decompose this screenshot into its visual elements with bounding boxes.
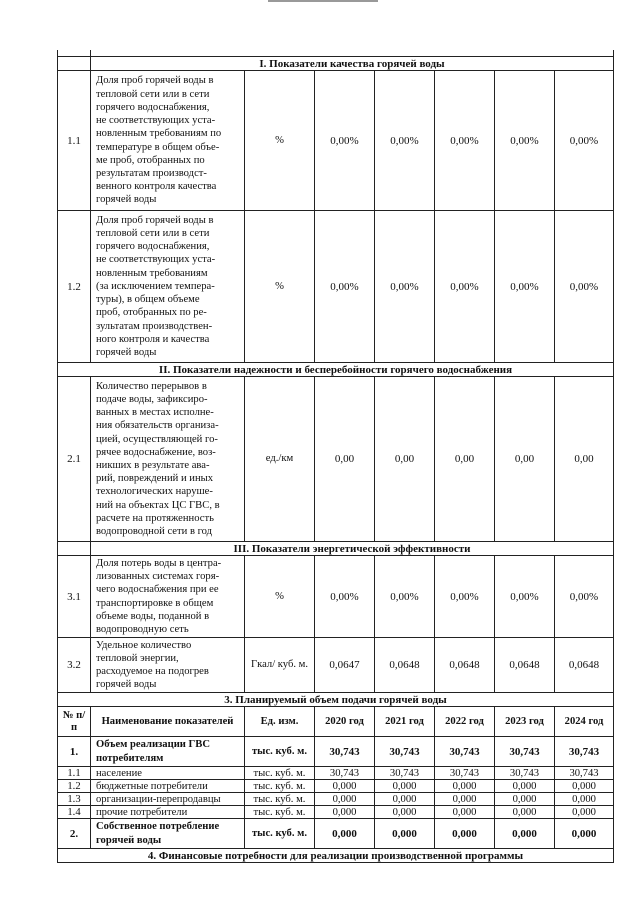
section-title-finance: 4. Финансовые потребности для реализации производственной программы <box>58 849 614 863</box>
value-cell: 0,00% <box>495 556 555 638</box>
row-name: Объем реализации ГВС потребителям <box>91 737 245 767</box>
value-cell: 30,743 <box>315 737 375 767</box>
unit-cell: тыс. куб. м. <box>245 793 315 806</box>
value-cell: 0,00% <box>555 211 614 363</box>
section-title-quality: I. Показатели качества горячей воды <box>91 57 614 71</box>
value-cell: 0,00% <box>435 71 495 211</box>
col-header-num: № п/п <box>58 707 91 737</box>
row-number: 1.2 <box>58 780 91 793</box>
volume-row <box>58 793 614 806</box>
col-header-unit: Ед. изм. <box>245 707 315 737</box>
col-header-year: 2024 год <box>555 707 614 737</box>
col-header-year: 2022 год <box>435 707 495 737</box>
indicator-description: Количество перерывов в подаче воды, зафиксиро- ванных в местах исполне- ния обязательств организа- цией, осуществляющей го- рячее водоснабжение, воз- никших в результате ава- рий, повреждений и иных технологических наруше- ний на объектах ЦС ГВС, в расчете на протяженность водопроводной сети в год <box>91 377 245 542</box>
volume-row <box>58 780 614 793</box>
volume-row <box>58 737 614 767</box>
unit-cell: тыс. куб. м. <box>245 737 315 767</box>
value-cell: 0,000 <box>435 806 495 819</box>
section-row-finance <box>58 849 614 863</box>
value-cell: 30,743 <box>555 737 614 767</box>
volume-row <box>58 806 614 819</box>
row-number: 1.1 <box>58 71 91 211</box>
value-cell: 0,000 <box>555 819 614 849</box>
value-cell: 30,743 <box>435 767 495 780</box>
value-cell: 30,743 <box>315 767 375 780</box>
row-number: 3.2 <box>58 638 91 693</box>
value-cell: 0,00% <box>495 211 555 363</box>
value-cell: 0,0648 <box>375 638 435 693</box>
indicator-row <box>58 211 614 363</box>
unit-cell: % <box>245 71 315 211</box>
document-page <box>57 50 613 863</box>
indicator-description: Доля проб горячей воды в тепловой сети или в сети горячего водоснабжения, не соответствующих уста- новленным требованиям по температуре в общем объе- ме проб, отобранных по результатам производст- венного контроля качества горячей воды <box>91 71 245 211</box>
value-cell: 0,00% <box>435 211 495 363</box>
value-cell: 0,000 <box>315 780 375 793</box>
value-cell: 0,0648 <box>435 638 495 693</box>
col-header-year: 2023 год <box>495 707 555 737</box>
value-cell: 0,000 <box>315 793 375 806</box>
value-cell: 30,743 <box>495 767 555 780</box>
value-cell: 0,00% <box>495 71 555 211</box>
value-cell: 0,0648 <box>495 638 555 693</box>
value-cell: 0,000 <box>315 806 375 819</box>
indicator-row <box>58 638 614 693</box>
row-number: 1.2 <box>58 211 91 363</box>
value-cell: 0,000 <box>375 780 435 793</box>
col-header-year: 2020 год <box>315 707 375 737</box>
value-cell: 0,00 <box>555 377 614 542</box>
section-title-energy: III. Показатели энергетической эффективности <box>91 542 614 556</box>
value-cell: 0,00% <box>375 556 435 638</box>
value-cell: 30,743 <box>375 767 435 780</box>
value-cell: 0,000 <box>375 819 435 849</box>
section-title-reliability: II. Показатели надежности и бесперебойности горячего водоснабжения <box>58 363 614 377</box>
row-number: 1. <box>58 737 91 767</box>
value-cell: 0,000 <box>375 806 435 819</box>
row-name: население <box>91 767 245 780</box>
value-cell: 0,00% <box>375 211 435 363</box>
volume-row <box>58 819 614 849</box>
value-cell: 0,00% <box>315 211 375 363</box>
unit-cell: % <box>245 211 315 363</box>
row-name: бюджетные потребители <box>91 780 245 793</box>
value-cell: 0,000 <box>435 793 495 806</box>
volume-row <box>58 767 614 780</box>
value-cell: 0,00 <box>435 377 495 542</box>
value-cell: 0,00% <box>315 556 375 638</box>
value-cell: 0,000 <box>495 819 555 849</box>
value-cell: 0,000 <box>315 819 375 849</box>
row-name: прочие потребители <box>91 806 245 819</box>
unit-cell: тыс. куб. м. <box>245 767 315 780</box>
value-cell: 0,000 <box>495 793 555 806</box>
row-number: 1.3 <box>58 793 91 806</box>
page-header-mark <box>268 0 378 6</box>
section-row-quality <box>58 57 614 71</box>
value-cell: 0,000 <box>555 780 614 793</box>
section-row-reliability <box>58 363 614 377</box>
value-cell: 0,000 <box>435 780 495 793</box>
value-cell: 0,0648 <box>555 638 614 693</box>
col-header-year: 2021 год <box>375 707 435 737</box>
value-cell: 0,000 <box>375 793 435 806</box>
value-cell: 0,0647 <box>315 638 375 693</box>
unit-cell: тыс. куб. м. <box>245 819 315 849</box>
indicator-row <box>58 71 614 211</box>
volume-header-row <box>58 707 614 737</box>
row-name: организации-перепродавцы <box>91 793 245 806</box>
value-cell: 0,00% <box>435 556 495 638</box>
row-number: 1.1 <box>58 767 91 780</box>
section-title-volume: 3. Планируемый объем подачи горячей воды <box>58 693 614 707</box>
value-cell: 0,00 <box>495 377 555 542</box>
value-cell: 30,743 <box>555 767 614 780</box>
value-cell: 0,000 <box>495 780 555 793</box>
indicator-row <box>58 377 614 542</box>
value-cell: 0,000 <box>555 806 614 819</box>
row-number: 1.4 <box>58 806 91 819</box>
value-cell: 0,00% <box>315 71 375 211</box>
indicator-description: Доля потерь воды в центра- лизованных системах горя- чего водоснабжения при ее транспортировке в общем объеме воды, поданной в водопроводную сеть <box>91 556 245 638</box>
indicator-row <box>58 556 614 638</box>
col-header-name: Наименование показателей <box>91 707 245 737</box>
indicator-description: Доля проб горячей воды в тепловой сети или в сети горячего водоснабжения, не соответствующих уста- новленным требованиям (за исключением темпера- туры), в общем объеме проб, отобранных по ре- зультатам производствен- ного контроля и качества горячей воды <box>91 211 245 363</box>
row-number: 3.1 <box>58 556 91 638</box>
value-cell: 0,000 <box>555 793 614 806</box>
section-row-volume <box>58 693 614 707</box>
value-cell: 0,00% <box>375 71 435 211</box>
row-name: Собственное потребление горячей воды <box>91 819 245 849</box>
section-row-energy <box>58 542 614 556</box>
unit-cell: Гкал/ куб. м. <box>245 638 315 693</box>
row-number: 2. <box>58 819 91 849</box>
value-cell: 0,000 <box>435 819 495 849</box>
indicator-description: Удельное количество тепловой энергии, расходуемое на подогрев горячей воды <box>91 638 245 693</box>
unit-cell: ед./км <box>245 377 315 542</box>
unit-cell: % <box>245 556 315 638</box>
value-cell: 30,743 <box>375 737 435 767</box>
value-cell: 0,00% <box>555 556 614 638</box>
value-cell: 0,00% <box>555 71 614 211</box>
unit-cell: тыс. куб. м. <box>245 780 315 793</box>
value-cell: 0,00 <box>375 377 435 542</box>
value-cell: 0,00 <box>315 377 375 542</box>
indicators-table <box>57 50 614 863</box>
unit-cell: тыс. куб. м. <box>245 806 315 819</box>
value-cell: 30,743 <box>495 737 555 767</box>
value-cell: 30,743 <box>435 737 495 767</box>
row-number: 2.1 <box>58 377 91 542</box>
value-cell: 0,000 <box>495 806 555 819</box>
